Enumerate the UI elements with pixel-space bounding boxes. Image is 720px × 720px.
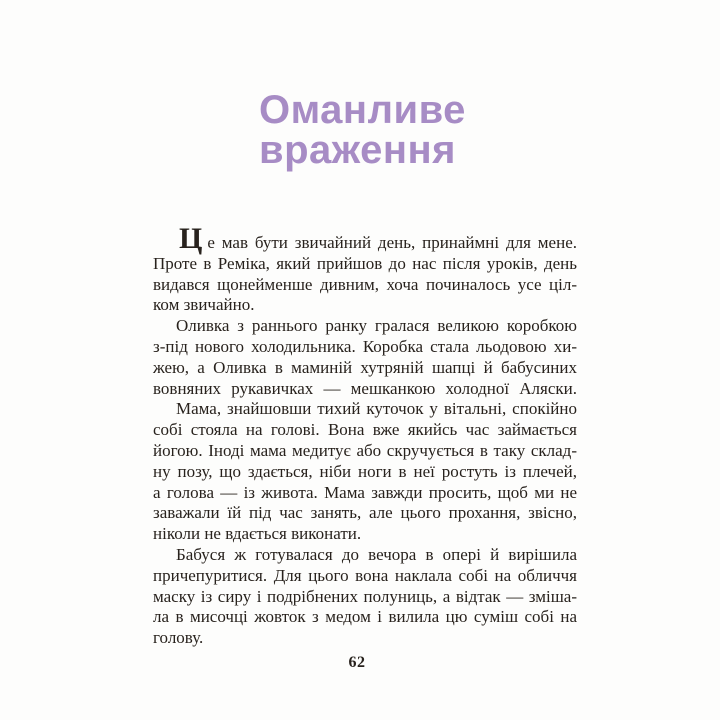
body-text-line: голову. — [153, 628, 204, 648]
body-text-line: ком звичайно. — [153, 295, 255, 315]
page-number: 62 — [348, 654, 366, 671]
body-text-line: маску із сиру і подрібнених полуниць, а відтак — зміша- — [153, 586, 577, 606]
chapter-title — [259, 90, 466, 170]
body-text-line: а голова — із живота. Мама завжди просить, щоб ми не — [153, 482, 577, 502]
drop-cap: Ц — [179, 222, 203, 255]
body-text-line: Мама, знайшовши тихий куточок у вітальні, спокійно — [176, 399, 577, 419]
body-text-line: заважали їй під час занять, але цього прохання, звісно, — [153, 503, 577, 523]
body-text-line: видався щонейменше дивним, хоча починалось усе ціл- — [153, 274, 577, 294]
body-text-line: йогою. Іноді мама медитує або скручується в таку склад- — [153, 440, 577, 460]
body-text-line: Бабуся ж готувалася до вечора в опері й вирішила — [176, 544, 577, 564]
body-text-line: причепуритися. Для цього вона наклала собі на обличчя — [153, 565, 577, 585]
body-text-line: жею, а Оливка в маминій хутряній шапці й бабусиних — [153, 357, 577, 377]
body-text-line: собі стояла на голові. Вона вже якийсь час займається — [153, 420, 577, 440]
chapter-title-line-1: Оманливе — [259, 88, 466, 132]
body-text-line: Оливка з раннього ранку гралася великою коробкою — [176, 316, 577, 336]
body-text-line: ла в мисочці жовток з медом і вилила цю суміш собі на — [153, 607, 577, 627]
body-text-line: Проте в Реміка, який прийшов до нас після уроків, день — [153, 253, 577, 273]
body-text-line: Це мав бути звичайний день, принаймні для мене. — [179, 222, 577, 255]
body-text-line: з-під нового холодильника. Коробка стала льодовою хи- — [153, 336, 577, 356]
body-text-line: ну позу, що здається, ніби ноги в неї ростуть із плечей, — [153, 461, 577, 481]
body-text-line: ніколи не вдається виконати. — [153, 524, 362, 544]
chapter-body — [153, 222, 577, 649]
body-text-line: вовняних рукавичках — мешканкою холодної Аляски. — [153, 378, 577, 398]
chapter-title-line-2: враження — [259, 128, 457, 172]
